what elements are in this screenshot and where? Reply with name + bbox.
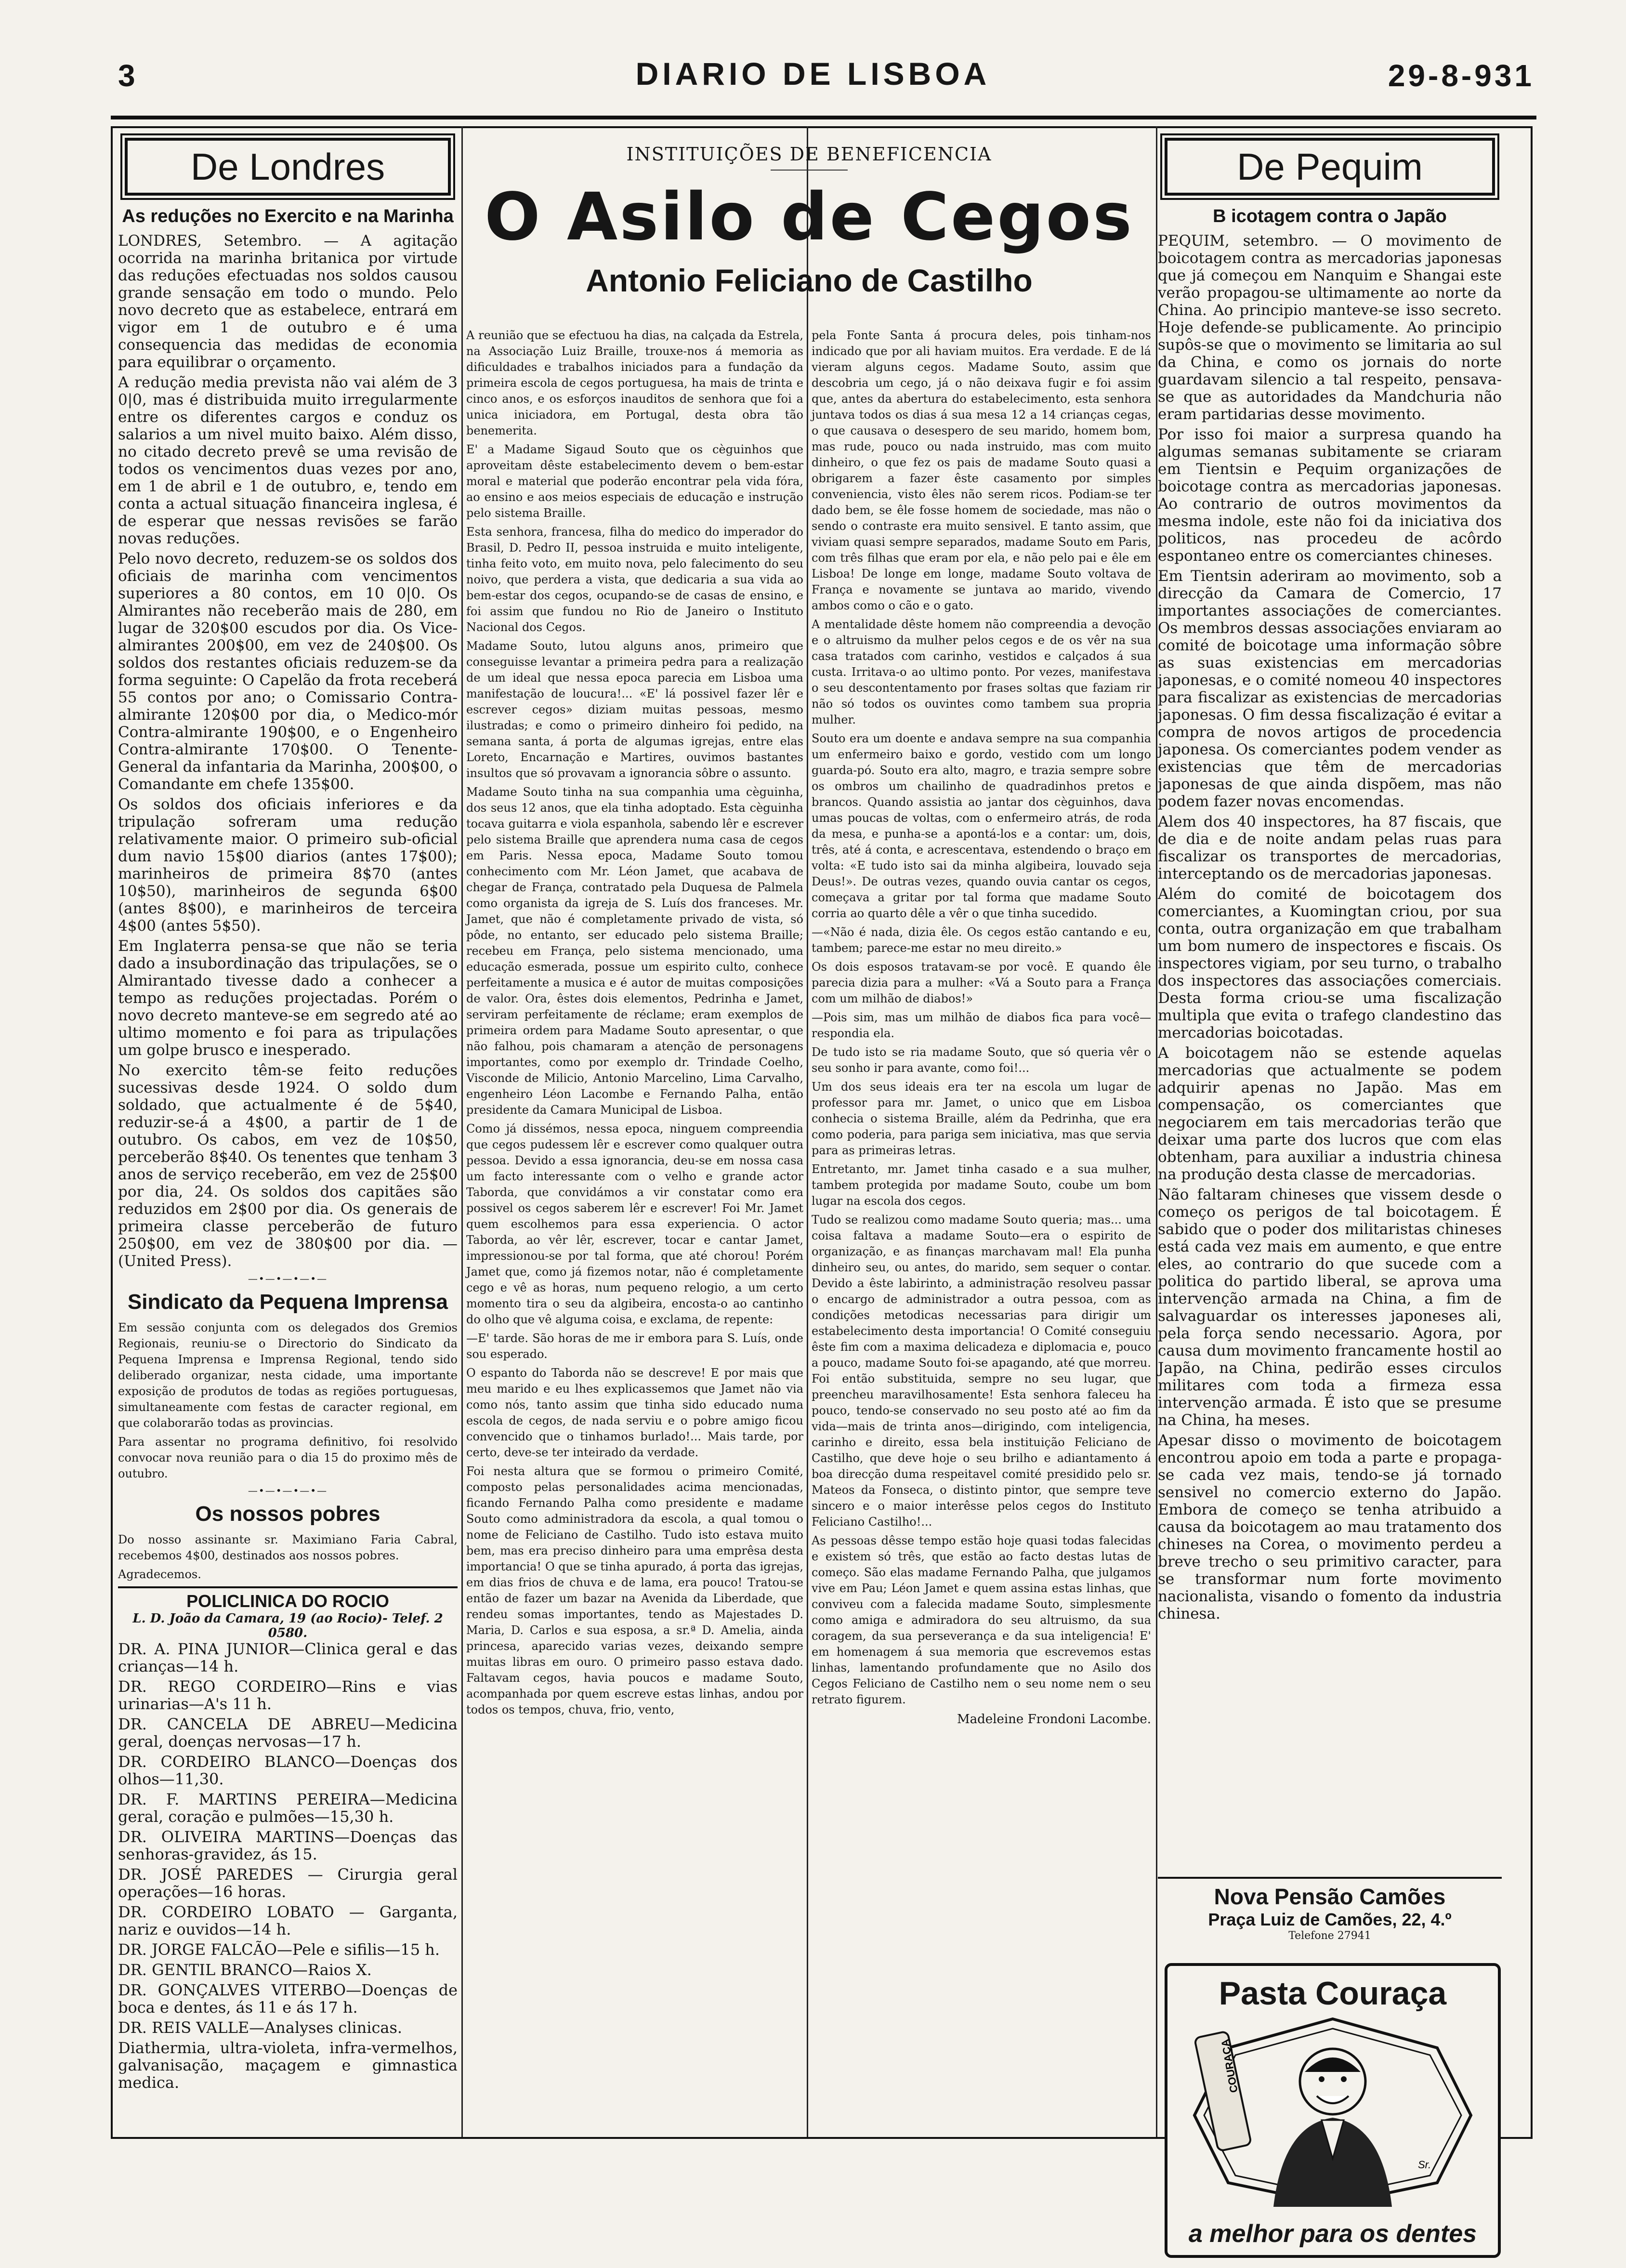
divider: [771, 170, 848, 171]
toothpaste-illustration-icon: [1187, 2014, 1479, 2207]
paragraph: Pelo novo decreto, reduzem-se os soldos dos oficiais de marinha com vencimentos superiores a 80 contos, em 10 0|0. Os Almirantes não receberão mais de 280, em lugar de 320$00 escudos por dia. Os Vice-almirantes 200$00, em vez de 240$00. Os soldos dos restantes oficiais reduzem-se da forma seguinte: O Capelão da frota receberá 55 contos por ano; o Comissario Contra-almirante 120$00 por dia, o Medico-mór Contra-almirante 190$00, e o Engenheiro Contra-almirante 170$00. O Tenente-General da infantaria da Marinha, 200$00, o Comandante em chefe 135$00.: [118, 550, 458, 793]
paragraph: Tudo se realizou como madame Souto queria; mas... uma coisa faltava a madame Souto—era o espirito de organização, e as finanças marchavam mal! Ela punha dinheiro seu, ou antes, do marido, sem sequer o contar. Devido a êste labirinto, a administração resolveu passar o encargo de administrador a outra pessoa, com as condições metodicas necessarias para dirigir um estabelecimento desta importancia! O Comité conseguiu êste fim com a maxima delicadeza e diplomacia e, pouco a pouco, madame Souto foi-se apagando, até que morreu. Foi então substituida, sempre no seu lugar, que preencheu maravilhosamente! Esta senhora faleceu ha pouco, tendo-se conservado no seu posto até ao fim da vida—mais de trinta anos—dirigindo, com inteligencia, carinho e direito, essa bela instituição Feliciano de Castilho, que deve hoje o seu brilho e adiantamento á boa direcção duma respeitavel comité presidido pelo sr. Mateos da Fonseca, o distinto pintor, que sempre teve sincero e o maior interêsse pelos cegos do Instituto Feliciano Castilho!...: [812, 1213, 1151, 1529]
section-header-beijing: De Pequim: [1165, 138, 1495, 196]
list-item: Diathermia, ultra-violeta, infra-vermelhos, galvanisação, maçagem e gimnastica medica.: [118, 2039, 458, 2092]
paragraph: Apesar disso o movimento de boicotagem encontrou apoio em toda a parte e propaga-se cada vez mais, tendo-se já tornado sensivel no comercio externo do Japão. Embora de começo se tenha atribuido a causa da boicotagem ao mau tratamento dos chineses na Corea, o movimento perdeu a breve trecho o seu primitivo caracter, para se transformar num forte movimento nacionalista, visando o fomento da industria chinesa.: [1158, 1432, 1502, 1622]
separator: —•—•—•—•—: [248, 1485, 328, 1496]
paragraph: Não faltaram chineses que vissem desde o começo os perigos de tal boicotagem. É sabido que o poder dos militaristas chineses está cada vez mais em aumento, e que entre eles, ao contrario do que sucede com a politica do partido liberal, se aprova uma intervenção armada na China, a fim de salvaguardar os interesses japoneses ali, pela força sendo necessario. Agora, por causa dum movimento francamente hostil ao Japão, na China, pedirão esses circulos militares com toda a firmeza essa intervenção armada. É isto que se presume na China, ha meses.: [1158, 1186, 1502, 1429]
column-london: [118, 130, 458, 2129]
paragraph: Por isso foi maior a surpresa quando ha algumas semanas subitamente se criaram em Tientsin e Pequim organizações de boicotage contra as mercadorias japonesas. Ao contrario de outros movimentos da mesma indole, este não foi da iniciativa dos politicos, nas procedeu de acôrdo espontaneo entre os comerciantes chineses.: [1158, 426, 1502, 565]
svg-text:COURAÇA: COURAÇA: [1219, 2038, 1240, 2094]
ad-phone: Telefone 27941: [1288, 1930, 1371, 1942]
paragraph: De tudo isto se ria madame Souto, que só queria vêr o seu sonho ir para avante, como foi!...: [812, 1045, 1151, 1075]
article-body: [118, 1532, 458, 1582]
list-item: DR. CANCELA DE ABREU—Medicina geral, doenças nervosas—17 h.: [118, 1715, 458, 1751]
article-headline: Os nossos pobres: [195, 1502, 380, 1526]
main-article-column-right: [812, 328, 1151, 2129]
paragraph: Foi nesta altura que se formou o primeiro Comité, composto pelas personalidades acima mencionadas, ficando Fernando Palha como presidente e madame Souto como administradora da escola, a qual tomou o nome de Feliciano de Castilho. Tudo isto estava muito bem, mas era preciso dinheiro para uma emprêsa desta importancia! O que se tinha apurado, á porta das igrejas, em dias frios de chuva e de lama, era pouco! Tratou-se então de fazer um bazar na Avenida da Liberdade, que rendeu somas importantes, tendo as Majestades D. Maria, D. Carlos e sua esposa, a sr.ª D. Amelia, ainda princesa, aparecido varias vezes, deixando sempre muitas libras em ouro. O primeiro passo estava dado. Faltavam cegos, havia poucos e madame Souto, acompanhada por quem escreve estas linhas, andou por todos os tempos, chuva, frio, vento,: [466, 1464, 803, 1716]
ad-address: Praça Luiz de Camões, 22, 4.º: [1208, 1910, 1452, 1929]
list-item: DR. JORGE FALCÃO—Pele e sifilis—15 h.: [118, 1940, 440, 1959]
paragraph: Os soldos dos oficiais inferiores e da tripulação sofreram uma redução relativamente maior. O primeiro sub-oficial dum navio 15$00 diarios (antes 17$00); marinheiros de primeira 8$70 (antes 10$50), marinheiros de segunda 6$00 (antes 8$00), e marinheiros de terceira 4$00 (antes 5$50).: [118, 796, 458, 935]
paragraph: A mentalidade dêste homem não compreendia a devoção e o altruismo da mulher pelos cegos e de os vêr na sua casa tratados com carinho, vestidos e calçados á sua custa. Irritava-o ao ultimo ponto. Por vezes, manifestava o seu descontentamento por frases soltas que faziam rir não só todos os ouvintes como tambem sua propria mulher.: [812, 618, 1151, 726]
ad-slogan: a melhor para os dentes: [1188, 2220, 1477, 2248]
list-item: DR. A. PINA JUNIOR—Clinica geral e das crianças—14 h.: [118, 1640, 458, 1675]
paragraph: Do nosso assinante sr. Maximiano Faria Cabral, recebemos 4$00, destinados aos nossos pobres.: [118, 1533, 458, 1562]
list-item: DR. CORDEIRO LOBATO — Garganta, nariz e ouvidos—14 h.: [118, 1903, 458, 1938]
paragraph: A redução media prevista não vai além de 3 0|0, mas é distribuida muito irregularmente entre os diferentes cargos e conduz os salarios a um nivel muito baixo. Além disso, no citado decreto prevê se uma revisão de todos os vencimentos duas vezes por ano, em 1 de abril e 1 de outubro, e, tendo em conta a actual situação financeira inglesa, é de esperar que nessas revisões se farão novas reduções.: [118, 374, 458, 547]
paragraph: Madame Souto, lutou alguns anos, primeiro que conseguisse levantar a primeira pedra para a realização de um ideal que nessa epoca parecia em Lisboa uma manifestação de loucura!... «E' lá possivel fazer lêr e escrever cegos» diziam muitas pessoas, mesmo ilustradas; e como o primeiro dinheiro foi pedido, na semana santa, á porta de algumas igrejas, entre elas Loreto, Encarnação e Martires, ouvimos bastantes insultos que só provavam a ignorancia sôbre o assunto.: [466, 639, 803, 780]
paragraph: Em sessão conjunta com os delegados dos Gremios Regionais, reuniu-se o Directorio do Sindicato da Pequena Imprensa e Imprensa Regional, tendo sido deliberado organizar, nesta cidade, uma importante exposição de produtos de todas as regiões portuguesas, simultaneamente com festas de caracter regional, em que colaborarão todas as provincias.: [118, 1321, 458, 1430]
paragraph: —E' tarde. São horas de me ir embora para S. Luís, onde sou esperado.: [466, 1332, 803, 1361]
svg-text:Sr.: Sr.: [1418, 2159, 1431, 2171]
paragraph: Os dois esposos tratavam-se por você. E quando êle parecia dizia para a mulher: «Vá a Souto para a França com um milhão de diabos!»: [812, 960, 1151, 1005]
list-item: DR. GENTIL BRANCO—Raios X.: [118, 1961, 372, 1979]
ad-title: Nova Pensão Camões: [1214, 1884, 1446, 1909]
list-item: DR. REGO CORDEIRO—Rins e vias urinarias—A's 11 h.: [118, 1677, 458, 1713]
list-item: DR. JOSÉ PAREDES — Cirurgia geral operações—16 horas.: [118, 1865, 458, 1901]
clinic-title: POLICLINICA DO ROCIO: [118, 1586, 458, 1611]
paragraph: Agradecemos.: [118, 1568, 201, 1581]
paragraph: Em Inglaterra pensa-se que não se teria dado a insubordinação das tripulações, se o Almirantado tivesse dado a conhecer a tempo as reduções projectadas. Porém o novo decreto manteve-se em segredo até ao ultimo momento e foi para as tripulações um golpe brusco e inesperado.: [118, 937, 458, 1059]
paragraph: As pessoas dêsse tempo estão hoje quasi todas falecidas e existem só três, que estão ao facto destas lutas de começo. São elas madame Fernando Palha, que julgamos vive em Pau; Léon Jamet e quem assina estas linhas, que conviveu com a falecida madame Souto, simplesmente como amiga e admiradora do seu altruismo, da sua coragem, da sua perseverança e da sua inteligencia! E' em homenagem á sua memoria que escrevemos estas linhas, lamentando profundamente que no Asilo dos Cegos Feliciano de Castilho nem o seu nome nem o seu retrato figurem.: [812, 1534, 1151, 1706]
paragraph: Esta senhora, francesa, filha do medico do imperador do Brasil, D. Pedro II, pessoa instruida e muito inteligente, tinha feito voto, em muito nova, pelo falecimento do seu noivo, que perdera a vista, que dedicaria a sua vida ao bem-estar dos cegos, ocupando-se de casas de ensino, e foi assim que fundou no Rio de Janeiro o Instituto Nacional dos Cegos.: [466, 525, 803, 634]
masthead-rule: [111, 116, 1536, 119]
paragraph: A boicotagem não se estende aquelas mercadorias que actualmente se podem adquirir apenas no Japão. Mas em compensação, os comerciantes que negociarem em tais mercadorias terão que deixar uma parte dos lucros que com elas obtenham, para auxiliar a industria chinesa na produção desta classe de mercadorias.: [1158, 1044, 1502, 1183]
paragraph: Como já dissémos, nessa epoca, ninguem compreendia que cegos pudessem lêr e escrever como qualquer outra pessoa. Devido a essa ignorancia, deu-se em nossa casa um facto interessante com o velho e grande actor Taborda, que convidámos a vir constatar como era possivel os cegos saberem lêr e escrever! Foi Mr. Jamet quem escolhemos para essa experiencia. O actor Taborda, ao vêr lêr, escrever, tocar e cantar Jamet, impressionou-se por tal forma, que até chorou! Porém Jamet que, como já fizemos notar, não é completamente cego e vê as horas, num pequeno relogio, a um certo momento tira o seu da algibeira, encosta-o ao cantinho do olho que vê alguma coisa, e exclama, de repente:: [466, 1122, 803, 1326]
main-subheadline: Antonio Feliciano de Castilho: [586, 263, 1033, 298]
article-body: [118, 1320, 458, 1482]
masthead: [0, 0, 1626, 123]
paragraph: Além do comité de boicotagem dos comerciantes, a Kuomingtan criou, por sua conta, outra organização em que trabalham um bom numero de inspectores e fiscais. Os inspectores vigiam, por seu turno, o trabalho dos inspectores das associações comerciais. Desta forma criou-se uma fiscalização multipla que evita o trafego clandestino das mercadorias boicotadas.: [1158, 885, 1502, 1042]
separator: —•—•—•—•—: [248, 1273, 328, 1284]
article-headline: As reduções no Exercito e na Marinha: [122, 206, 454, 226]
list-item: DR. GONÇALVES VITERBO—Doenças de boca e dentes, ás 11 e ás 17 h.: [118, 1981, 458, 2017]
section-label: INSTITUIÇÕES DE BENEFICENCIA: [626, 144, 992, 165]
column-divider: [1156, 126, 1157, 2137]
paragraph: pela Fonte Santa á procura deles, pois tinham-nos indicado que por ali haviam muitos. Era verdade. E de lá vieram alguns cegos. Madame Souto, assim que descobria um cego, já o não deixava fugir e foi assim que, antes da abertura do estabelecimento, esta senhora juntava todos os dias á sua mesa 12 a 14 crianças cegas, o que causava o desespero de seu marido, homem bom, mas rude, pouco ou nada instruido, mas com muito dinheiro, o que fez os pais de madame Souto quasi a obrigarem a fazer êste casamento por simples conveniencia, visto êles não serem ricos. Podiam-se ter dado bem, se êle fosse homem de sociedade, mas não o sendo o contraste era muito sensivel. E tanto assim, que viviam quasi sempre separados, madame Souto em Paris, com três filhas que eram por ela, e não pelo pai e êle em Lisboa! De longe em longe, madame Souto voltava de França e novamente se juntava ao marido, vivendo ambos como o cão e o gato.: [812, 329, 1151, 612]
paragraph: Em Tientsin aderiram ao movimento, sob a direcção da Camara de Comercio, 17 importantes associações de comerciantes. Os membros dessas associações enviaram ao comité de boicotage uma informação sôbre as suas existencias em mercadorias japonesas, e o comité nomeou 40 inspectores para fiscalizar as existencias de mercadorias japonesas. O fim dessa fiscalização é evitar a compra de novos artigos de procedencia japonesa. Os comerciantes podem vender as existencias que têm de mercadorias japonesas de que ainda dispõem, mas não podem fazer novas encomendas.: [1158, 567, 1502, 810]
clinic-list: [118, 1640, 458, 2091]
paragraph: Entretanto, mr. Jamet tinha casado e a sua mulher, tambem protegida por madame Souto, coube um bom lugar na escola dos cegos.: [812, 1162, 1151, 1208]
paragraph: O espanto do Taborda não se descreve! E por mais que meu marido e eu lhes explicassemos que Jamet não via como nós, tanto assim que tinha sido educado numa escola de cegos, de nada serviu e o pobre amigo ficou convencido que o tinhamos burlado!... Mais tarde, por certo, deve-se ter inteirado da verdade.: [466, 1366, 803, 1459]
paragraph: Souto era um doente e andava sempre na sua companhia um enfermeiro baixo e gordo, vestido com um longo guarda-pó. Souto era alto, magro, e trazia sempre sobre os ombros um chailinho de quadradinhos pretos e brancos. Quando assistia ao jantar dos cèguinhos, dava umas poucas de voltas, com o enfermeiro atrás, de roda da mesa, e punha-se a apontá-los e a contar: um, dois, três, até á conta, e acrescentava, estendendo o braço em volta: «E tudo isto sai da minha algibeira, louvado seja Deus!». De outras vezes, quando ouvia cantar os cegos, começava a gritar por tal forma que madame Souto corria ao quarto dêle a vêr o que tinha sucedido.: [812, 732, 1151, 920]
article-body: [118, 232, 458, 1270]
clinic-address: L. D. João da Camara, 19 (ao Rocio)- Telef. 2 0580.: [132, 1611, 443, 1640]
paragraph: Alem dos 40 inspectores, ha 87 fiscais, que de dia e de noite andam pelas ruas para fiscalizar os transportes de mercadorias, interceptando os de mercadorias japonesas.: [1158, 813, 1502, 883]
article-body: [1158, 232, 1502, 1870]
ad-pensao: [1158, 1877, 1502, 1942]
paragraph: Madame Souto tinha na sua companhia uma cèguinha, dos seus 12 anos, que ela tinha adoptado. Esta cèguinha tocava guitarra e viola espanhola, sabendo lêr e escrever pelo sistema Braille que aprendera numa casa de cegos em Paris. Nessa epoca, Madame Souto tomou conhecimento com Mr. Léon Jamet, que acabava de chegar de França, contratado pela Duquesa de Palmela como organista da igreja de S. Luís dos franceses. Mr. Jamet, que não é completamente privado de vista, só pôde, no entanto, ser educado pelo sistema Braille; recebeu em França, pelo sistema mencionado, uma educação esmerada, possue um espirito culto, conhece perfeitamente a musica e é autor de muitas composições de valor. Ora, êstes dois elementos, Pedrinha e Jamet, serviram perfeitamente de réclame; eram exemplos de primeira ordem para Madame Souto apresentar, o que não falhou, pois chamaram a atenção de personagens importantes, como por exemplo dr. Trindade Coelho, Visconde de Milicio, Antonio Marcelino, Lima Carvalho, engenheiro Léon Lacombe e Fernando Palha, então presidente da Camara Municipal de Lisboa.: [466, 785, 803, 1117]
article-headline: Sindicato da Pequena Imprensa: [127, 1290, 448, 1314]
page-number: 3: [118, 58, 135, 93]
column-beijing: [1158, 130, 1502, 2248]
paragraph: PEQUIM, setembro. — O movimento de boicotagem contra as mercadorias japonesas que já começou em Nanquim e Shangai este verão propagou-se ultimamente ao norte da China. Ao principio manteve-se isso secreto. Hoje defende-se publicamente. Ao principio supôs-se que o movimento se limitaria ao sul da China, e como os jornais do norte guardavam silencio a tal respeito, pensava-se que as autoridades da Mandchuria não eram partidarias desse movimento.: [1158, 232, 1502, 423]
main-headline: O Asilo de Cegos: [485, 179, 1134, 255]
list-item: DR. CORDEIRO BLANCO—Doenças dos olhos—11,30.: [118, 1753, 458, 1788]
paragraph: Um dos seus ideais era ter na escola um lugar de professor para mr. Jamet, o unico que em Lisboa conhecia o sistema Braille, além da Pedrinha, que era como poderia, para pariga sem iniciativa, mas que servia para as primeiras letras.: [812, 1080, 1151, 1157]
list-item: DR. OLIVEIRA MARTINS—Doenças das senhoras-gravidez, ás 15.: [118, 1828, 458, 1863]
section-header-london: De Londres: [125, 138, 451, 196]
main-article-column-left: [466, 328, 803, 2129]
paragraph: —«Não é nada, dizia êle. Os cegos estão cantando e eu, tambem; parece-me estar no meu direito.»: [812, 925, 1151, 955]
list-item: DR. F. MARTINS PEREIRA—Medicina geral, coração e pulmões—15,30 h.: [118, 1790, 458, 1826]
issue-date: 29-8-931: [1388, 58, 1534, 93]
paragraph: A reunião que se efectuou ha dias, na calçada da Estrela, na Associação Luiz Braille, trouxe-nos á memoria as dificuldades e trabalhos iniciados para a fundação da primeira escola de cegos portuguesa, ha mais de trinta e cinco anos, e os esforços inauditos de senhora que foi a unica iniciadora, em Portugal, desta obra tão benemerita.: [466, 329, 803, 437]
paragraph: LONDRES, Setembro. — A agitação ocorrida na marinha britanica por virtude das reduções efectuadas nos soldos causou grande sensação em todo o mundo. Pelo novo decreto que as estabelece, entrará em vigor em 1 de outubro e é uma consequencia das medidas de economia para equilibrar o orçamento.: [118, 232, 458, 371]
ad-brand: Pasta Couraça: [1219, 1975, 1447, 2012]
paragraph: E' a Madame Sigaud Souto que os cèguinhos que aproveitam dêste estabelecimento devem o bem-estar moral e material que poderão encontrar pela vida fóra, ao ensino e aos meios especiais de educação e instrução pelo sistema Braille.: [466, 443, 803, 520]
newspaper-title: DIARIO DE LISBOA: [635, 56, 991, 92]
paragraph: No exercito têm-se feito reduções sucessivas desde 1924. O soldo dum soldado, que actualmente é de 5$40, reduzir-se-á a 4$00, a partir de 1 de outubro. Os cabos, em vez de 10$50, perceberão 8$40. Os tenentes que tenham 3 anos de serviço receberão, em vez de 25$00 por dia, 24. Os soldos dos capitães são reduzidos em 2$00 por dia. Os generais de primeira classe perceberão de futuro 250$00, em vez de 380$00 por dia. —(United Press).: [118, 1062, 458, 1270]
list-item: DR. REIS VALLE—Analyses clinicas.: [118, 2018, 403, 2037]
paragraph: Para assentar no programa definitivo, foi resolvido convocar nova reunião para o dia 15 do proximo mês de outubro.: [118, 1435, 458, 1480]
column-divider: [461, 126, 463, 2137]
article-headline: B icotagem contra o Japão: [1213, 206, 1447, 226]
ad-toothpaste: [1165, 1963, 1501, 2258]
paragraph: —Pois sim, mas um milhão de diabos fica para você—respondia ela.: [812, 1011, 1151, 1040]
article-signature: Madeleine Frondoni Lacombe.: [957, 1712, 1151, 1727]
